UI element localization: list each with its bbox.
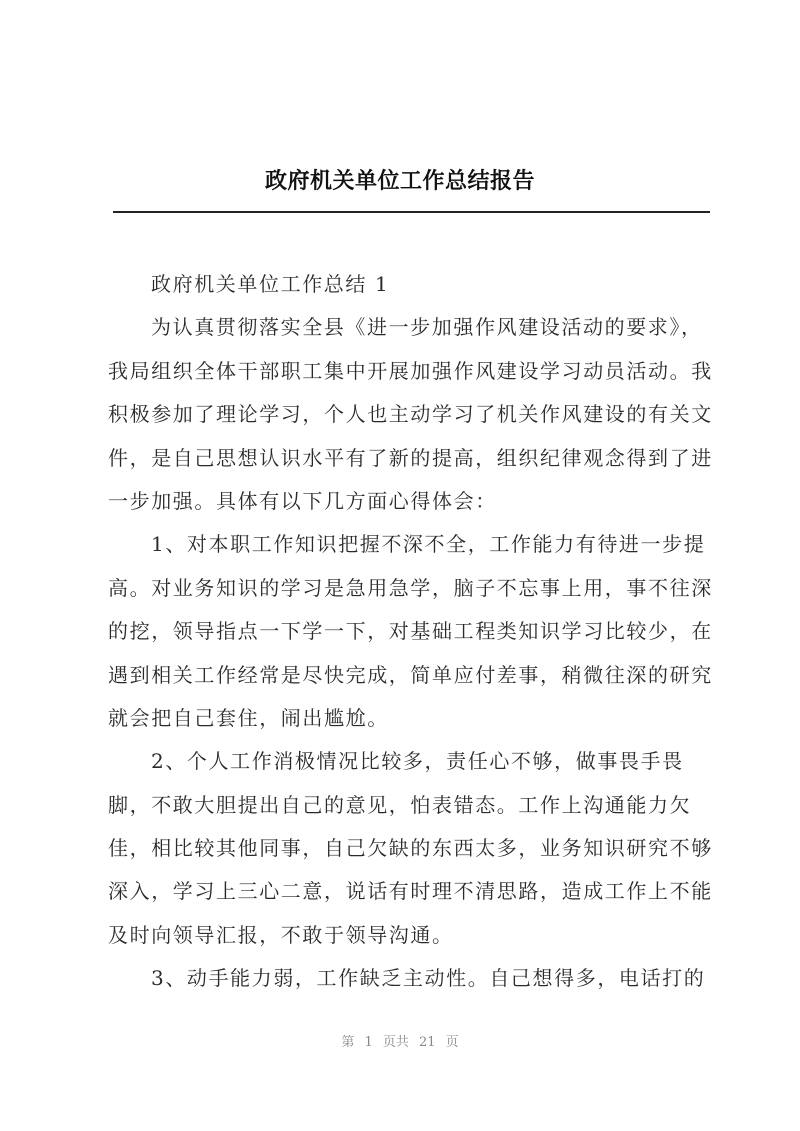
text-line: 积极参加了理论学习，个人也主动学习了机关作风建设的有关文	[108, 402, 713, 427]
text-line: 深入，学习上三心二意，说话有时理不清思路，造成工作上不能	[108, 879, 713, 904]
paragraph	[108, 523, 728, 740]
paragraph	[108, 263, 728, 306]
page-footer: 第 1 页共 21 页	[341, 1035, 459, 1050]
text-line: 遇到相关工作经常是尽快完成，简单应付差事，稍微往深的研究	[108, 662, 713, 687]
text-line: 就会把自己套住，闹出尴尬。	[108, 705, 389, 730]
title-divider	[113, 211, 710, 213]
text-line: 1、对本职工作知识把握不深不全，工作能力有待进一步提	[151, 532, 706, 557]
text-line: 2、个人工作消极情况比较多，责任心不够，做事畏手畏	[151, 749, 684, 774]
text-line: 脚，不敢大胆提出自己的意见，怕表错态。工作上沟通能力欠	[108, 792, 692, 817]
text-line: 高。对业务知识的学习是急用急学，脑子不忘事上用，事不往深	[108, 575, 713, 600]
text-line: 及时向领导汇报，不敢于领导沟通。	[108, 922, 454, 947]
text-line: 的挖，领导指点一下学一下，对基础工程类知识学习比较少，在	[108, 619, 713, 644]
text-line: 为认真贯彻落实全县《进一步加强作风建设活动的要求》，	[151, 315, 703, 340]
text-line: 3、动手能力弱，工作缺乏主动性。自己想得多，电话打的	[151, 966, 706, 991]
paragraph	[108, 740, 728, 957]
paragraph	[108, 957, 728, 1000]
text-line: 政府机关单位工作总结 1	[151, 272, 390, 296]
text-line: 一步加强。具体有以下几方面心得体会：	[108, 488, 497, 513]
text-line: 我局组织全体干部职工集中开展加强作风建设学习动员活动。我	[108, 358, 713, 383]
text-line: 件，是自己思想认识水平有了新的提高，组织纪律观念得到了进	[108, 445, 713, 470]
document-body	[108, 263, 728, 1001]
document-title: 政府机关单位工作总结报告	[264, 168, 535, 194]
paragraph	[108, 306, 728, 523]
text-line: 佳，相比较其他同事，自己欠缺的东西太多，业务知识研究不够	[108, 836, 713, 861]
